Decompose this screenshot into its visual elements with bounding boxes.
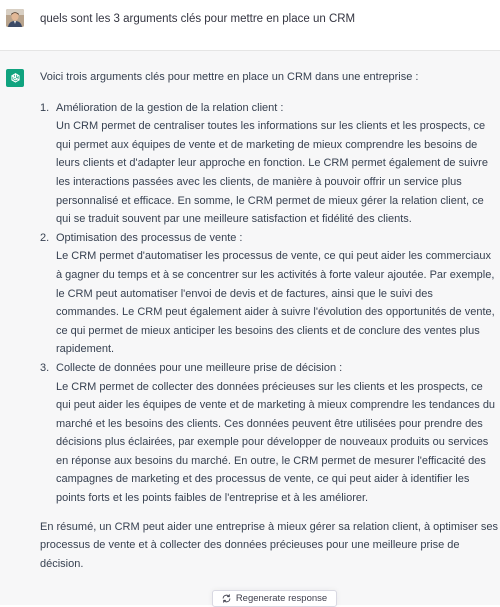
list-item: [40, 99, 498, 229]
openai-logo-icon: [6, 69, 24, 87]
list-item: [40, 359, 498, 508]
assistant-intro: Voici trois arguments clés pour mettre en place un CRM dans une entreprise :: [40, 71, 419, 83]
user-avatar-photo-icon: [6, 9, 24, 27]
list-item-body: Le CRM permet de collecter des données précieuses sur les clients et les prospects, ce qui peut aider les équipes de vente et de marketing à mieux comprendre les tendances du marché et les besoins des clients. Ces données peuvent être utilisées pour prendre des décisions plus éclairées, par exemple pour développer de nouveaux produits ou services en réponse aux besoins du marché. En outre, le CRM permet de mesurer l'efficacité des campagnes de marketing et des processus de vente, ce qui peut aider à identifier les points forts et les points faibles de l'entreprise et à les améliorer.: [56, 380, 496, 505]
regenerate-response-label: Regenerate response: [235, 593, 328, 604]
list-item-number: 3.: [40, 361, 50, 374]
user-message-row: [0, 0, 500, 51]
arguments-list: [40, 99, 498, 508]
refresh-icon: [222, 594, 231, 603]
list-item-body: Un CRM permet de centraliser toutes les informations sur les clients et les prospects, ce qui permet aux équipes de vente et de marketing de mieux comprendre les besoins de leurs clients et d'adapter leur approche en fonction. Le CRM permet également de suivre les interactions passées avec les clients, de manière à pouvoir offrir un service plus personnalisé et efficace. En somme, le CRM permet de mieux gérer la relation client, ce qui se traduit souvent par une meilleure satisfaction et fidélité des clients.: [56, 120, 488, 226]
regenerate-response-button[interactable]: [212, 590, 337, 607]
assistant-message-row: [0, 51, 500, 605]
list-item-number: 1.: [40, 101, 50, 114]
user-avatar: [6, 9, 24, 27]
list-item-body: Le CRM permet d'automatiser les processus de vente, ce qui peut aider les commerciaux à gagner du temps et à se concentrer sur les activités à forte valeur ajoutée. Par exemple, le CRM peut automatiser l'envoi de devis et de factures, ainsi que le suivi des commandes. Le CRM peut également aider à suivre l'évolution des opportunités de vente, ce qui permet de mieux anticiper les besoins des clients et de conclure des ventes plus rapidement.: [56, 250, 495, 356]
list-item-title: Amélioration de la gestion de la relation client :: [56, 101, 284, 114]
list-item-number: 2.: [40, 231, 50, 244]
list-item-title: Optimisation des processus de vente :: [56, 231, 243, 244]
user-message-text: quels sont les 3 arguments clés pour mettre en place un CRM: [40, 13, 356, 25]
assistant-conclusion: En résumé, un CRM peut aider une entreprise à mieux gérer sa relation client, à optimiser ses processus de vente et à collecter des données précieuses pour une meilleure prise de décision.: [40, 520, 498, 570]
list-item: [40, 229, 498, 359]
list-item-title: Collecte de données pour une meilleure prise de décision :: [56, 361, 343, 374]
assistant-message-content: [40, 68, 498, 573]
